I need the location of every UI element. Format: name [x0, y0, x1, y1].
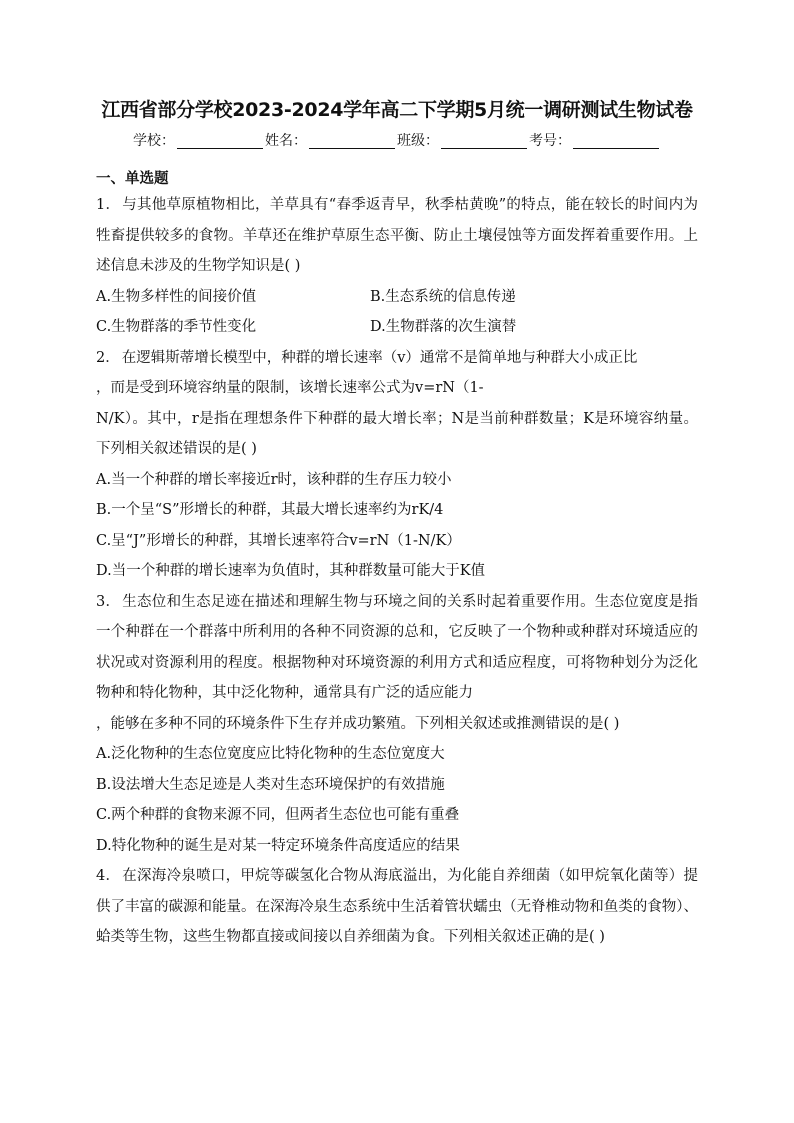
- exam-no-label: 考号：: [529, 133, 571, 149]
- options-grid: [96, 282, 698, 343]
- option-b[interactable]: B.设法增大生态足迹是人类对生态环境保护的有效措施: [96, 776, 445, 793]
- name-label: 姓名：: [265, 133, 307, 149]
- question-number: 3．: [96, 593, 121, 610]
- question-3: [96, 587, 698, 862]
- class-field: [397, 130, 529, 152]
- question-stem: 生态位和生态足迹在描述和理解生物与环境之间的关系时起着重要作用。生态位宽度是指一个种群在一个群落中所利用的各种不同资源的总和，它反映了一个物种或种群对环境适应的状况或对资源利用的程度。根据物种对环境资源的利用方式和适应程度，可将物种划分为泛化物种和特化物种，其中泛化物种，通常具有广泛的适应能力: [96, 593, 698, 701]
- question-number: 1．: [96, 197, 121, 213]
- question-text: [96, 587, 698, 709]
- school-blank[interactable]: [177, 132, 263, 149]
- option-a[interactable]: A.泛化物种的生态位宽度应比特化物种的生态位宽度大: [96, 746, 445, 762]
- option-c[interactable]: C.生物群落的季节性变化: [96, 319, 257, 335]
- question-text: [96, 861, 698, 953]
- question-text: [96, 190, 698, 282]
- name-field: [265, 130, 397, 152]
- option-d[interactable]: D.生物群落的次生演替: [370, 319, 517, 335]
- question-number: 2．: [96, 349, 120, 366]
- exam-no-field: [529, 130, 661, 152]
- school-label: 学校：: [133, 133, 175, 149]
- student-info-row: [96, 130, 698, 152]
- exam-page: [96, 96, 698, 953]
- question-number: 4．: [96, 868, 121, 884]
- question-text: [96, 343, 698, 374]
- option-a[interactable]: A.当一个种群的增长率接近r时，该种群的生存压力较小: [96, 471, 452, 488]
- option-c[interactable]: C.两个种群的食物来源不同，但两者生态位也可能有重叠: [96, 807, 460, 823]
- question-4: [96, 861, 698, 953]
- name-blank[interactable]: [309, 132, 395, 149]
- question-stem-line: N/K）。其中，r是指在理想条件下种群的最大增长率；N是当前种群数量；K是环境容纳量。下列相关叙述错误的是( ): [96, 410, 698, 457]
- school-field: [133, 130, 265, 152]
- option-b[interactable]: B.一个呈“S”形增长的种群，其最大增长速率约为rK/4: [96, 502, 444, 518]
- question-stem-line: ，而是受到环境容纳量的限制，该增长速率公式为v=rN（1-: [96, 380, 484, 396]
- option-b[interactable]: B.生态系统的信息传递: [370, 288, 516, 305]
- class-label: 班级：: [397, 133, 439, 149]
- question-stem-line: 在逻辑斯蒂增长模型中，种群的增长速率（v）通常不是简单地与种群大小成正比: [121, 349, 638, 366]
- question-stem: 在深海冷泉喷口，甲烷等碳氢化合物从海底溢出，为化能自养细菌（如甲烷氧化菌等）提供了丰富的碳源和能量。在深海冷泉生态系统中生活着管状蠕虫（无脊椎动物和鱼类的食物）、蛤类等生物，这些生物都直接或间接以自养细菌为食。下列相关叙述正确的是( ): [96, 868, 698, 945]
- class-blank[interactable]: [441, 132, 527, 149]
- exam-no-blank[interactable]: [573, 132, 659, 149]
- section-title: 一、单选题: [96, 171, 169, 187]
- option-c[interactable]: C.呈“J”形增长的种群，其增长速率符合v=rN（1-N/K）: [96, 532, 461, 549]
- question-stem-tail: ，能够在多种不同的环境条件下生存并成功繁殖。下列相关叙述或推测错误的是( ): [96, 715, 620, 732]
- question-1: [96, 190, 698, 343]
- option-d[interactable]: D.当一个种群的增长速率为负值时，其种群数量可能大于K值: [96, 563, 486, 579]
- exam-title: 江西省部分学校2023-2024学年高二下学期5月统一调研测试生物试卷: [101, 99, 693, 121]
- option-d[interactable]: D.特化物种的诞生是对某一特定环境条件高度适应的结果: [96, 837, 460, 854]
- question-stem: 与其他草原植物相比，羊草具有“春季返青早，秋季枯黄晚”的特点，能在较长的时间内为牲畜提供较多的食物。羊草还在维护草原生态平衡、防止土壤侵蚀等方面发挥着重要作用。上述信息未涉及的生物学知识是( ): [96, 197, 698, 274]
- option-a[interactable]: A.生物多样性的间接价值: [96, 288, 257, 305]
- question-2: [96, 343, 698, 587]
